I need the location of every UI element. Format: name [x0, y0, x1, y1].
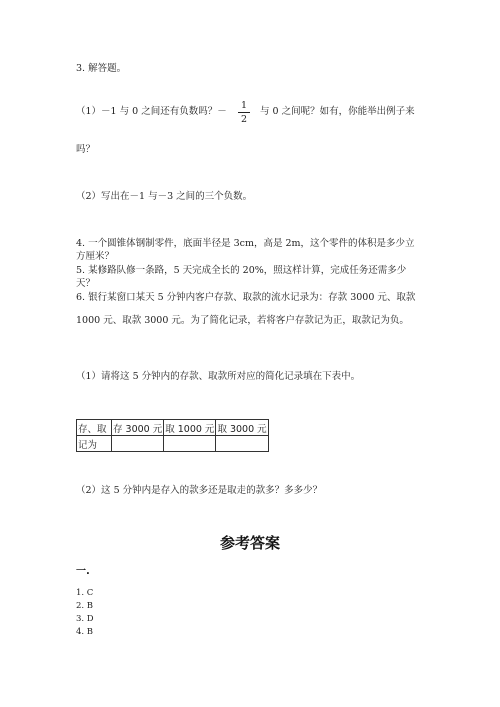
q5-line1: 5. 某修路队修一条路，5 天完成全长的 20%，照这样计算，完成任务还需多少 — [76, 265, 407, 276]
table-cell: 取 1000 元 — [164, 420, 216, 436]
fraction-denominator: 2 — [240, 114, 248, 125]
q5-line2: 天？ — [76, 278, 96, 289]
table-cell: 记为 — [77, 436, 112, 452]
q3-heading: 3. 解答题。 — [76, 63, 127, 74]
table-cell: 存、取 — [77, 420, 112, 436]
q6-line2: 1000 元、取款 3000 元。为了简化记录，若将客户存款记为正，取款记为负。 — [76, 315, 409, 326]
q4-line1: 4. 一个圆锥体钢制零件，底面半径是 3cm，高是 2m，这个零件的体积是多少立 — [76, 238, 415, 249]
q6-sub1: （1）请将这 5 分钟内的存款、取款所对应的简化记录填在下表中。 — [76, 371, 361, 382]
q3-part1-text-cont: 与 0 之间呢？如有，你能举出例子来 — [260, 106, 415, 117]
answer-item: 3. D — [76, 614, 94, 624]
fraction-numerator: 1 — [240, 100, 248, 111]
q6-sub2: （2）这 5 分钟内是存入的款多还是取走的款多？多多少？ — [76, 485, 323, 496]
answers-section-heading: 一. — [76, 566, 90, 577]
q6-line1: 6. 银行某窗口某天 5 分钟内客户存款、取款的流水记录为：存款 3000 元、取款 — [76, 292, 416, 303]
table-cell-blank — [112, 436, 164, 452]
fraction-one-half — [238, 100, 250, 125]
answer-item: 2. B — [76, 601, 94, 611]
table-cell-blank — [216, 436, 268, 452]
fraction-bar — [238, 112, 250, 113]
q4-line2: 方厘米？ — [76, 251, 115, 262]
table-cell-blank — [164, 436, 216, 452]
q3-part1-text-end: 吗？ — [76, 144, 96, 155]
answer-item: 1. C — [76, 588, 94, 598]
table-row — [77, 436, 269, 452]
table-cell: 存 3000 元 — [112, 420, 164, 436]
answers-title: 参考答案 — [219, 534, 280, 552]
answer-item: 4. B — [76, 627, 94, 637]
deposit-withdrawal-table — [76, 419, 269, 452]
q3-part1-text: （1）－1 与 0 之间还有负数吗？－ — [76, 106, 227, 117]
table-cell: 取 3000 元 — [216, 420, 268, 436]
q3-part2-text: （2）写出在－1 与－3 之间的三个负数。 — [76, 191, 253, 202]
table-row — [77, 420, 269, 436]
